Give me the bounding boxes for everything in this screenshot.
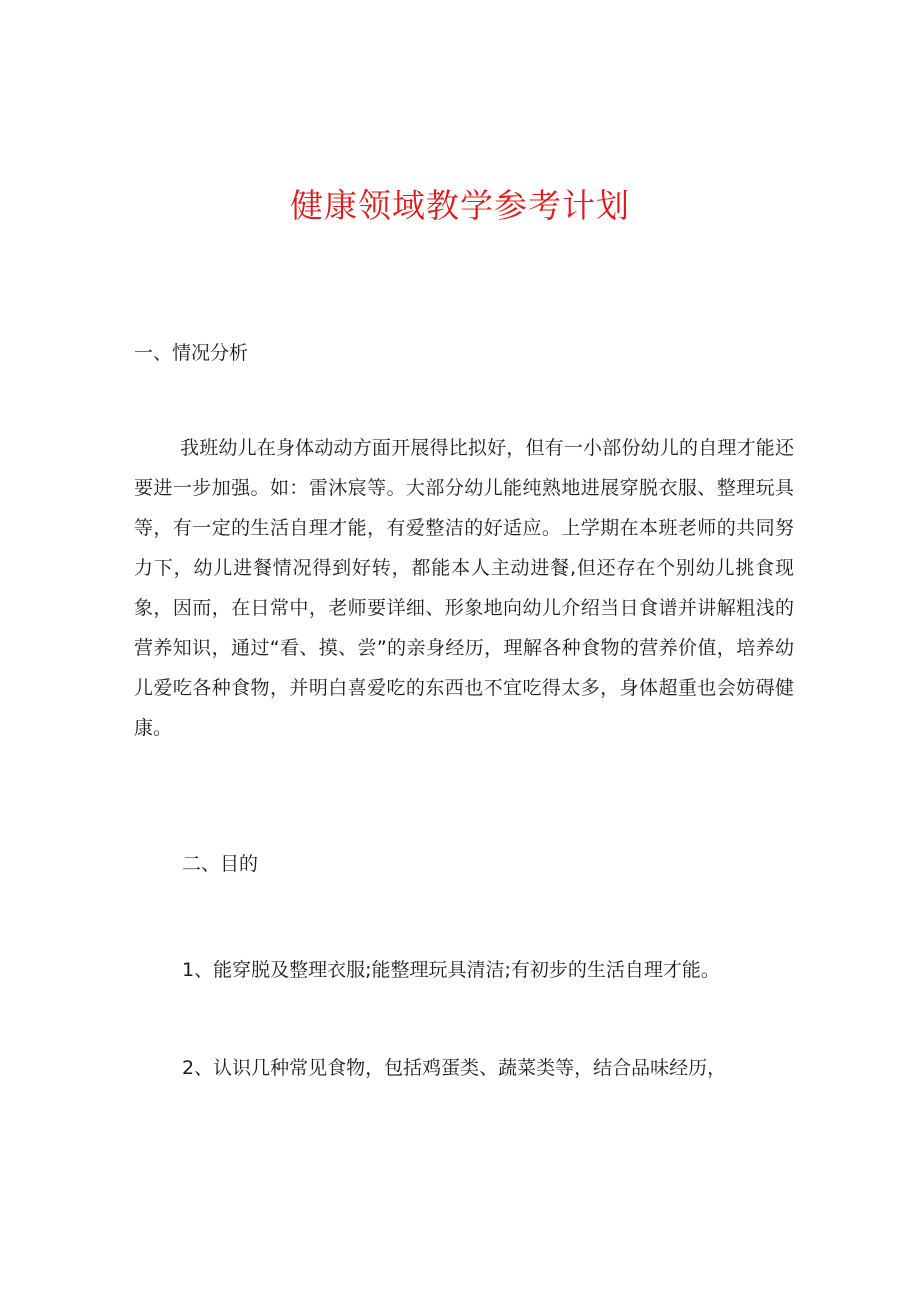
section-heading-situation-analysis: 一、情况分析 <box>134 342 249 364</box>
situation-analysis-paragraph: 我班幼儿在身体动动方面开展得比拟好，但有一小部份幼儿的自理才能还要进一步加强。如：雷沐宸等。大部分幼儿能纯熟地进展穿脱衣服、整理玩具等，有一定的生活自理才能，有爱整洁的好适应。上学期在本班老师的共同努力下，幼儿进餐情况得到好转，都能本人主动进餐,但还存在个别幼儿挑食现象，因而，在日常中，老师要详细、形象地向幼儿介绍当日食谱并讲解粗浅的营养知识，通过“看、摸、尝”的亲身经历，理解各种食物的营养价值，培养幼儿爱吃各种食物，并明白喜爱吃的东西也不宜吃得太多，身体超重也会妨碍健康。 <box>134 437 794 739</box>
goal-item-2: 2、认识几种常见食物，包括鸡蛋类、蔬菜类等，结合品味经历， <box>182 1057 727 1079</box>
goal-item-1: 1、能穿脱及整理衣服;能整理玩具清洁;有初步的生活自理才能。 <box>182 959 720 981</box>
document-title: 健康领域教学参考计划 <box>290 186 630 225</box>
section-heading-goals: 二、目的 <box>182 853 259 875</box>
